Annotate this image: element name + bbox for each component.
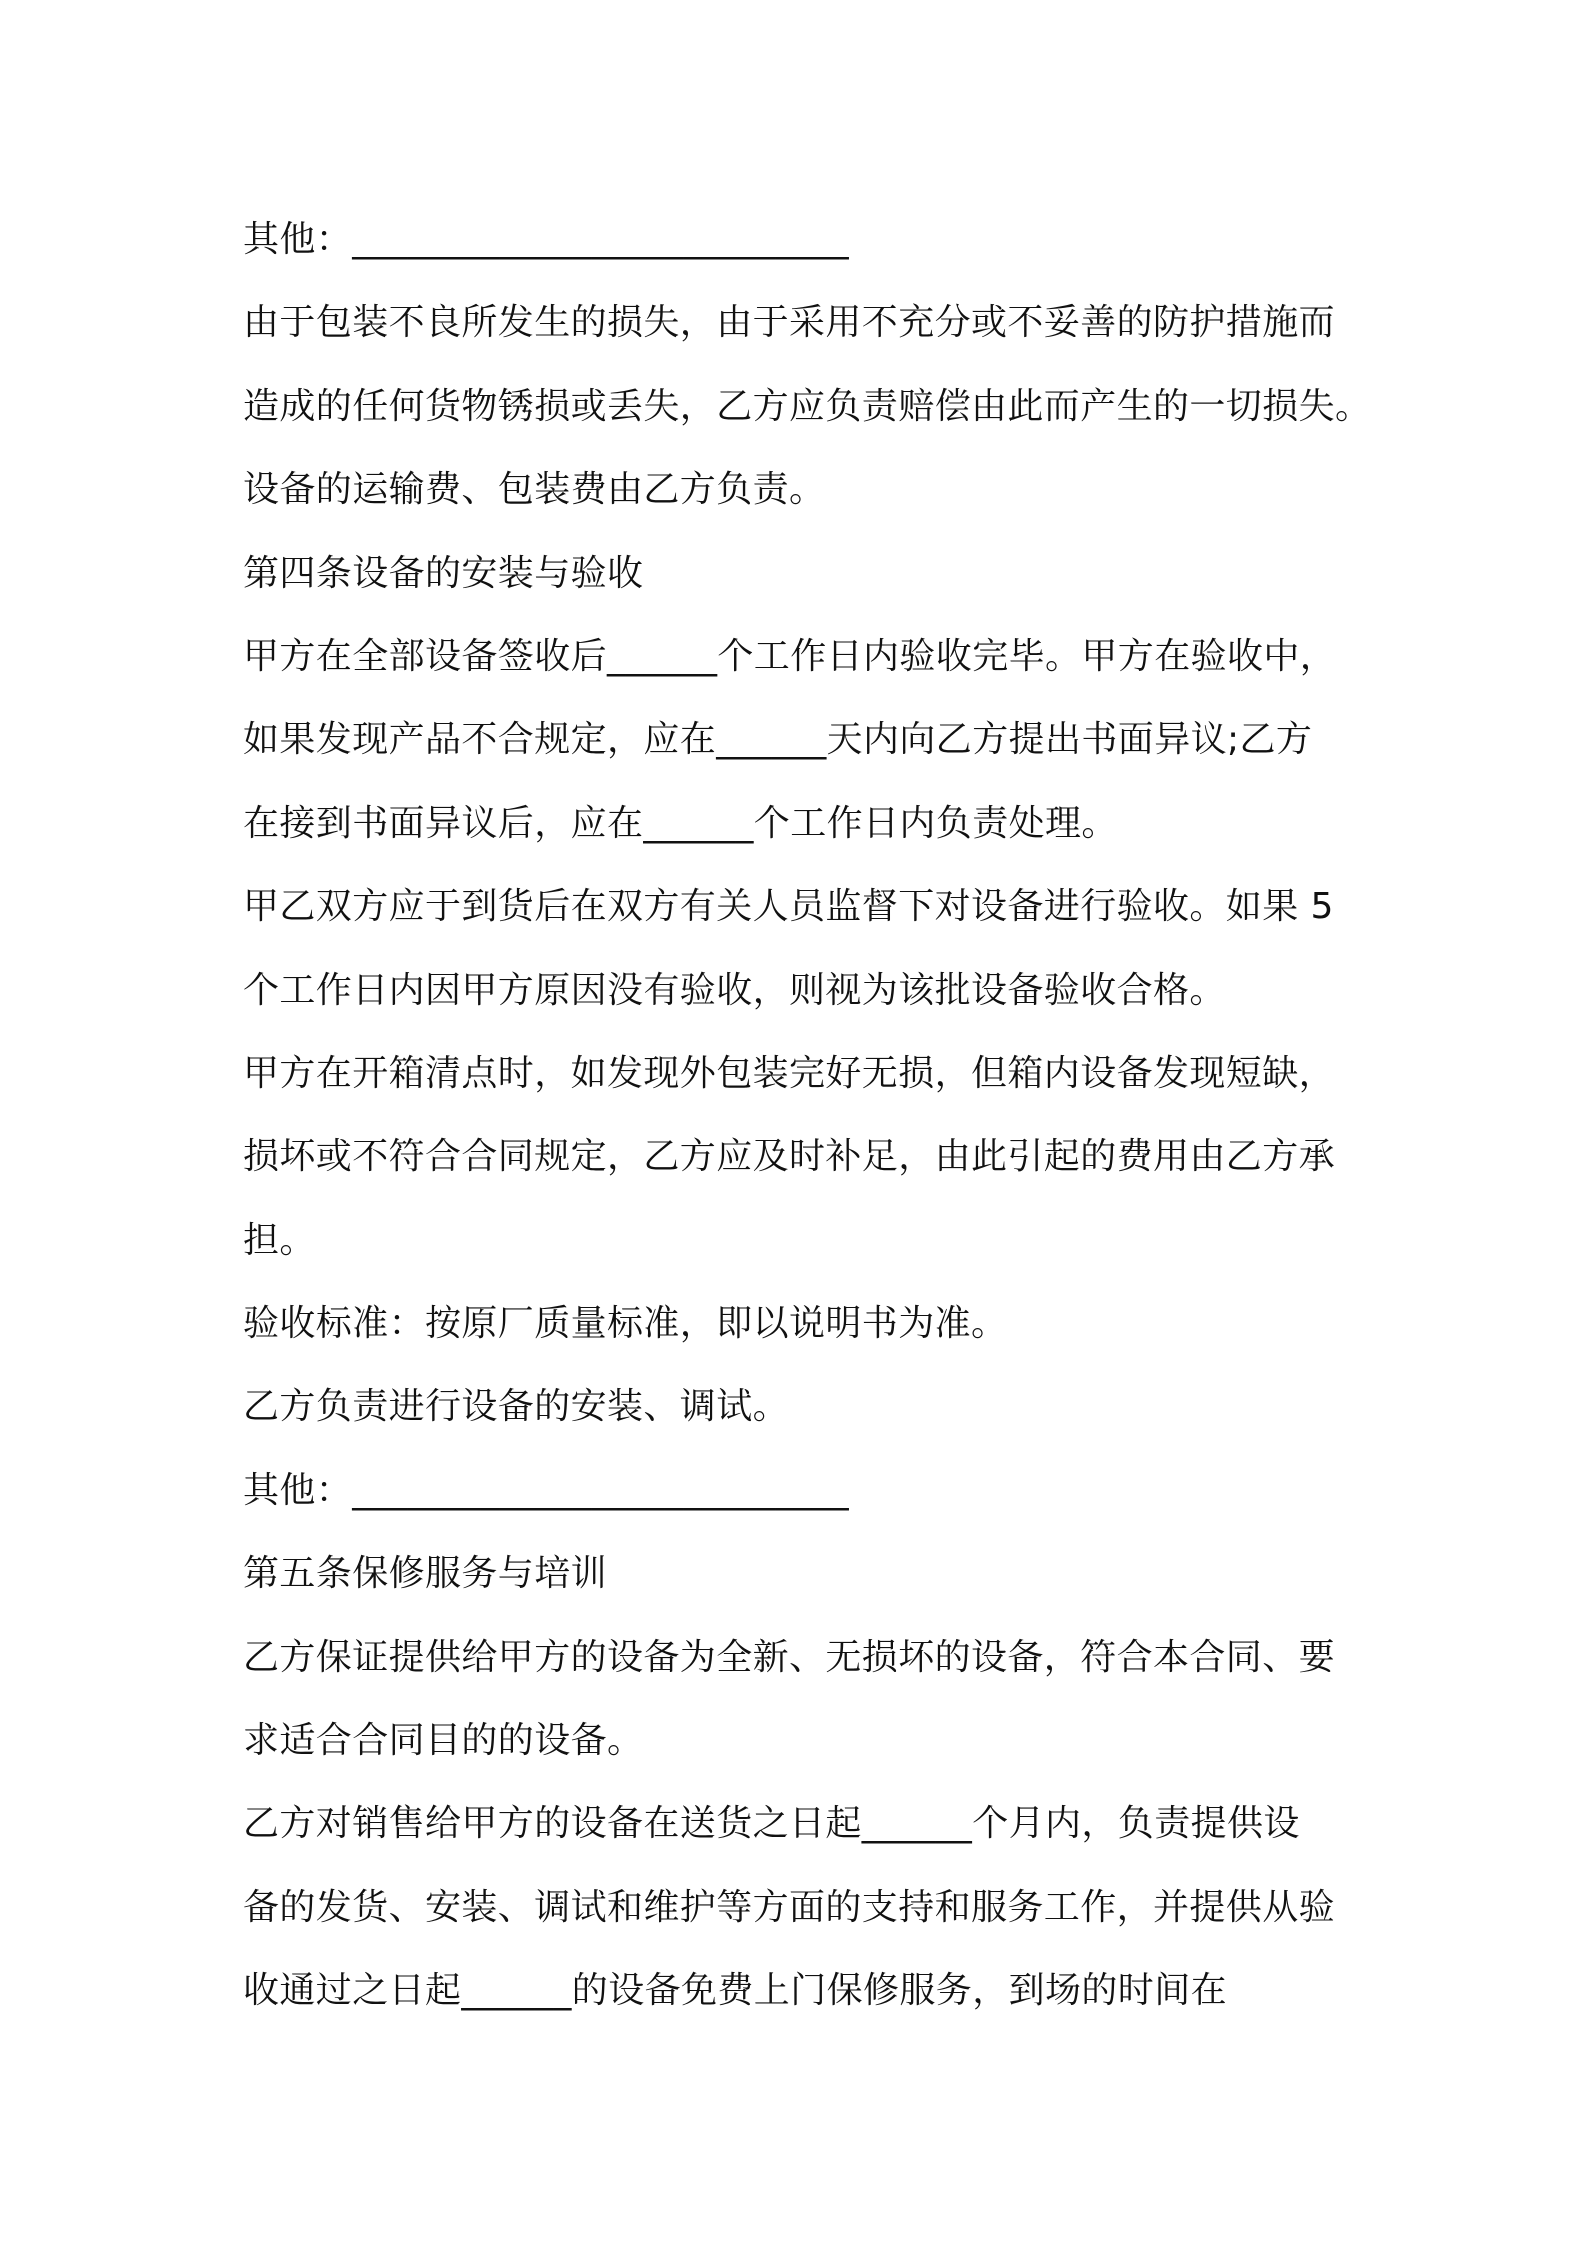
paragraph-line: 验收标准：按原厂质量标准，即以说明书为准。 [243,1303,1008,1345]
other-line: 其他：___________________________ [243,219,849,260]
paragraph-line: 求适合合同目的的设备。 [243,1720,644,1762]
other-line: 其他：___________________________ [243,1469,849,1511]
paragraph-line: 乙方保证提供给甲方的设备为全新、无损坏的设备，符合本合同、要 [243,1636,1336,1678]
paragraph-line: 甲方在开箱清点时，如发现外包装完好无损，但箱内设备发现短缺， [243,1052,1336,1094]
paragraph-line: 在接到书面异议后，应在______个工作日内负责处理。 [243,802,1118,844]
paragraph-line: 设备的运输费、包装费由乙方负责。 [243,469,826,511]
paragraph-line: 由于包装不良所发生的损失，由于采用不充分或不妥善的防护措施而 [243,302,1336,344]
section-heading-article-5: 第五条保修服务与培训 [243,1553,608,1595]
paragraph-line: 乙方对销售给甲方的设备在送货之日起______个月内，负责提供设 [243,1803,1300,1845]
paragraph-line: 乙方负责进行设备的安装、调试。 [243,1386,790,1428]
paragraph-line: 如果发现产品不合规定，应在______天内向乙方提出书面异议;乙方 [243,719,1313,761]
paragraph-line: 备的发货、安装、调试和维护等方面的支持和服务工作，并提供从验 [243,1886,1336,1928]
paragraph-line: 甲乙双方应于到货后在双方有关人员监督下对设备进行验收。如果 5 [243,886,1334,928]
paragraph-line: 担。 [243,1219,316,1261]
paragraph-line: 造成的任何货物锈损或丢失，乙方应负责赔偿由此而产生的一切损失。 [243,385,1372,427]
section-heading-article-4: 第四条设备的安装与验收 [243,552,644,594]
paragraph-line: 收通过之日起______的设备免费上门保修服务，到场的时间在 [243,1970,1228,2012]
paragraph-line: 损坏或不符合合同规定，乙方应及时补足，由此引起的费用由乙方承 [243,1136,1336,1178]
paragraph-line: 个工作日内因甲方原因没有验收，则视为该批设备验收合格。 [243,969,1226,1011]
document-body [243,198,1383,2033]
paragraph-line: 甲方在全部设备签收后______个工作日内验收完毕。甲方在验收中， [243,635,1337,677]
